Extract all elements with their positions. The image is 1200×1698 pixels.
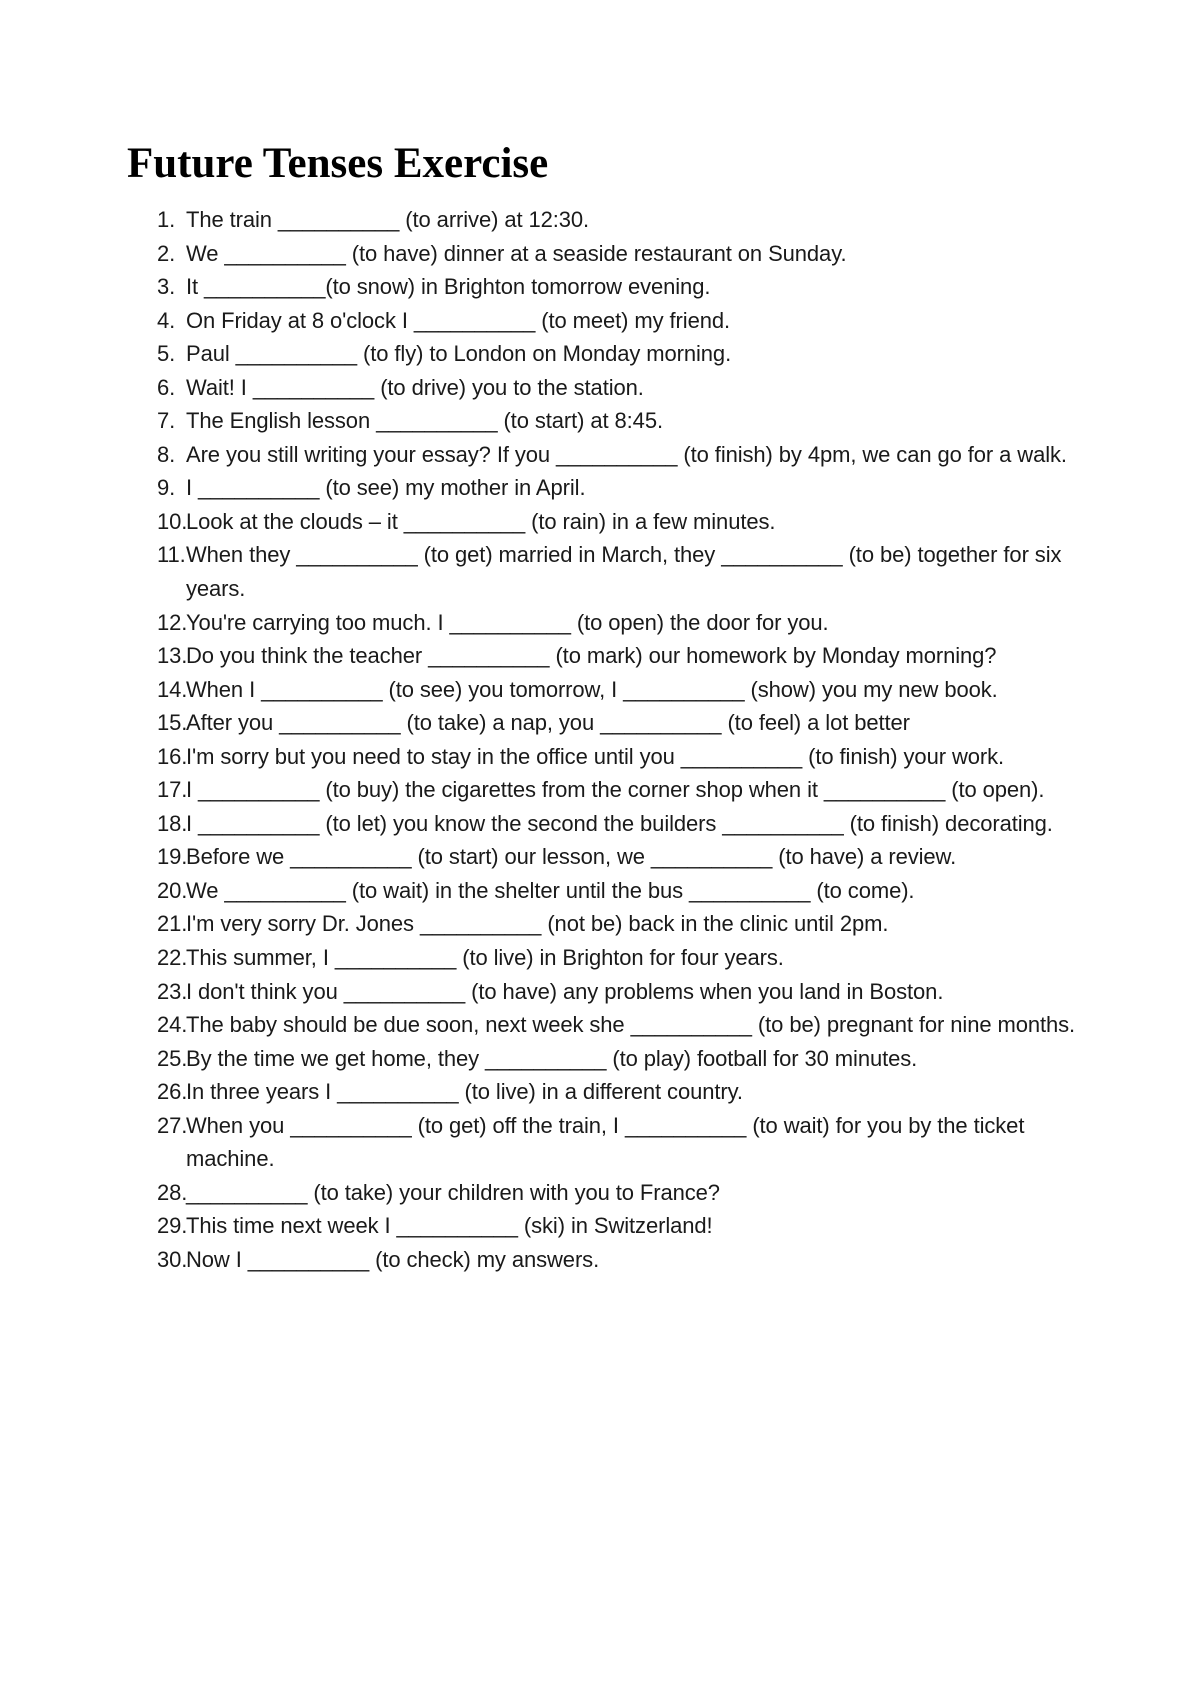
exercise-item: [0, 270, 1091, 304]
exercise-number: 11.: [157, 542, 186, 568]
exercise-number: 8.: [157, 441, 176, 467]
exercise-number: 17.: [157, 777, 188, 803]
exercise-number: 25.: [157, 1045, 188, 1071]
exercise-number: 16.: [157, 743, 188, 769]
exercise-number: 28.: [157, 1179, 188, 1205]
exercise-number: 19.: [157, 844, 188, 870]
exercise-text: It __________(to snow) in Brighton tomorrow evening.: [186, 274, 711, 300]
exercise-text: This summer, I __________ (to live) in Brighton for four years.: [186, 945, 784, 971]
exercise-text: Do you think the teacher __________ (to mark) our homework by Monday morning?: [186, 643, 997, 669]
exercise-text: By the time we get home, they __________ (to play) football for 30 minutes.: [186, 1045, 918, 1071]
exercise-item: [0, 740, 1091, 774]
exercise-text: I __________ (to let) you know the second the builders __________ (to finish) decorating.: [186, 810, 1053, 836]
exercise-number: 22.: [157, 945, 188, 971]
exercise-number: 24.: [157, 1012, 188, 1038]
exercise-item: [0, 471, 1091, 505]
exercise-text: When I __________ (to see) you tomorrow, I __________ (show) you my new book.: [186, 676, 998, 702]
exercise-text: I'm sorry but you need to stay in the office until you __________ (to finish) your work.: [186, 743, 1005, 769]
exercise-text: You're carrying too much. I __________ (to open) the door for you.: [186, 609, 829, 635]
exercise-item: [0, 1042, 1091, 1076]
exercise-item: [0, 975, 1091, 1009]
exercise-number: 15.: [157, 710, 188, 736]
exercise-item: [0, 639, 1091, 673]
exercise-item: [0, 304, 1091, 338]
page-title: Future Tenses Exercise: [127, 140, 549, 187]
exercise-number: 9.: [157, 475, 176, 501]
exercise-item: [0, 1008, 1091, 1042]
exercise-text: We __________ (to have) dinner at a seaside restaurant on Sunday.: [186, 240, 847, 266]
exercise-text: When you __________ (to get) off the train, I __________ (to wait) for you by the ticket machine.: [186, 1112, 1025, 1172]
exercise-item: [0, 337, 1091, 371]
exercise-text: The train __________ (to arrive) at 12:30.: [186, 207, 590, 232]
exercise-item: [0, 237, 1091, 271]
exercise-number: 3.: [157, 274, 176, 300]
exercise-text: In three years I __________ (to live) in a different country.: [186, 1079, 743, 1105]
exercise-number: 2.: [157, 240, 176, 266]
exercise-number: 26.: [157, 1079, 188, 1105]
exercise-text: I __________ (to see) my mother in April.: [186, 475, 586, 501]
exercise-number: 14.: [157, 676, 188, 702]
exercise-text: I'm very sorry Dr. Jones __________ (not be) back in the clinic until 2pm.: [186, 911, 889, 937]
exercise-item: [0, 941, 1091, 975]
exercise-item: [0, 773, 1091, 807]
exercise-item: [0, 706, 1091, 740]
exercise-number: 21.: [157, 911, 188, 937]
exercise-text: Now I __________ (to check) my answers.: [186, 1246, 600, 1272]
exercise-text: Wait! I __________ (to drive) you to the station.: [186, 374, 644, 400]
exercise-number: 4.: [157, 307, 176, 333]
exercise-item: [0, 505, 1091, 539]
exercise-item: [0, 1075, 1091, 1109]
exercise-number: 29.: [157, 1213, 188, 1239]
exercise-number: 1.: [157, 207, 176, 232]
exercise-item: [0, 606, 1091, 640]
exercise-number: 13.: [157, 643, 188, 669]
exercise-number: 7.: [157, 408, 176, 434]
exercise-text: Paul __________ (to fly) to London on Monday morning.: [186, 341, 732, 367]
exercise-item: [0, 1209, 1091, 1243]
exercise-item: [0, 1176, 1091, 1210]
exercise-number: 10.: [157, 508, 188, 534]
exercise-item: [0, 673, 1091, 707]
exercise-item: [0, 874, 1091, 908]
exercise-text: I __________ (to buy) the cigarettes from the corner shop when it __________ (to open).: [186, 777, 1045, 803]
exercise-item: [0, 1243, 1091, 1277]
exercise-text: Look at the clouds – it __________ (to rain) in a few minutes.: [186, 508, 776, 534]
exercise-item: [0, 438, 1091, 472]
exercise-item: [0, 538, 1091, 605]
exercise-text: Before we __________ (to start) our lesson, we __________ (to have) a review.: [186, 844, 957, 870]
exercise-item: [0, 203, 1091, 237]
exercise-text: This time next week I __________ (ski) in Switzerland!: [186, 1213, 713, 1239]
exercise-item: [0, 840, 1091, 874]
exercise-text: When they __________ (to get) married in March, they __________ (to be) together for six years.: [186, 542, 1062, 602]
exercise-text: I don't think you __________ (to have) any problems when you land in Boston.: [186, 978, 944, 1004]
exercise-number: 18.: [157, 810, 188, 836]
exercise-item: [0, 907, 1091, 941]
exercise-number: 20.: [157, 877, 188, 903]
exercise-text: We __________ (to wait) in the shelter until the bus __________ (to come).: [186, 877, 915, 903]
exercise-text: On Friday at 8 o'clock I __________ (to meet) my friend.: [186, 307, 730, 333]
exercise-text: After you __________ (to take) a nap, you __________ (to feel) a lot better: [186, 710, 910, 736]
exercise-text: Are you still writing your essay? If you __________ (to finish) by 4pm, we can go for a walk.: [186, 441, 1067, 467]
exercise-number: 30.: [157, 1246, 188, 1272]
exercise-item: [0, 807, 1091, 841]
exercise-number: 6.: [157, 374, 176, 400]
exercise-item: [0, 404, 1091, 438]
exercise-text: __________ (to take) your children with you to France?: [186, 1179, 720, 1205]
exercise-number: 5.: [157, 341, 176, 367]
exercise-text: The baby should be due soon, next week she __________ (to be) pregnant for nine months.: [186, 1012, 1076, 1038]
exercise-item: [0, 371, 1091, 405]
exercise-item: [0, 1109, 1091, 1176]
exercise-number: 12.: [157, 609, 188, 635]
exercise-number: 23.: [157, 978, 188, 1004]
exercise-text: The English lesson __________ (to start) at 8:45.: [186, 408, 663, 434]
exercise-list: [0, 203, 1091, 1277]
exercise-number: 27.: [157, 1112, 188, 1138]
